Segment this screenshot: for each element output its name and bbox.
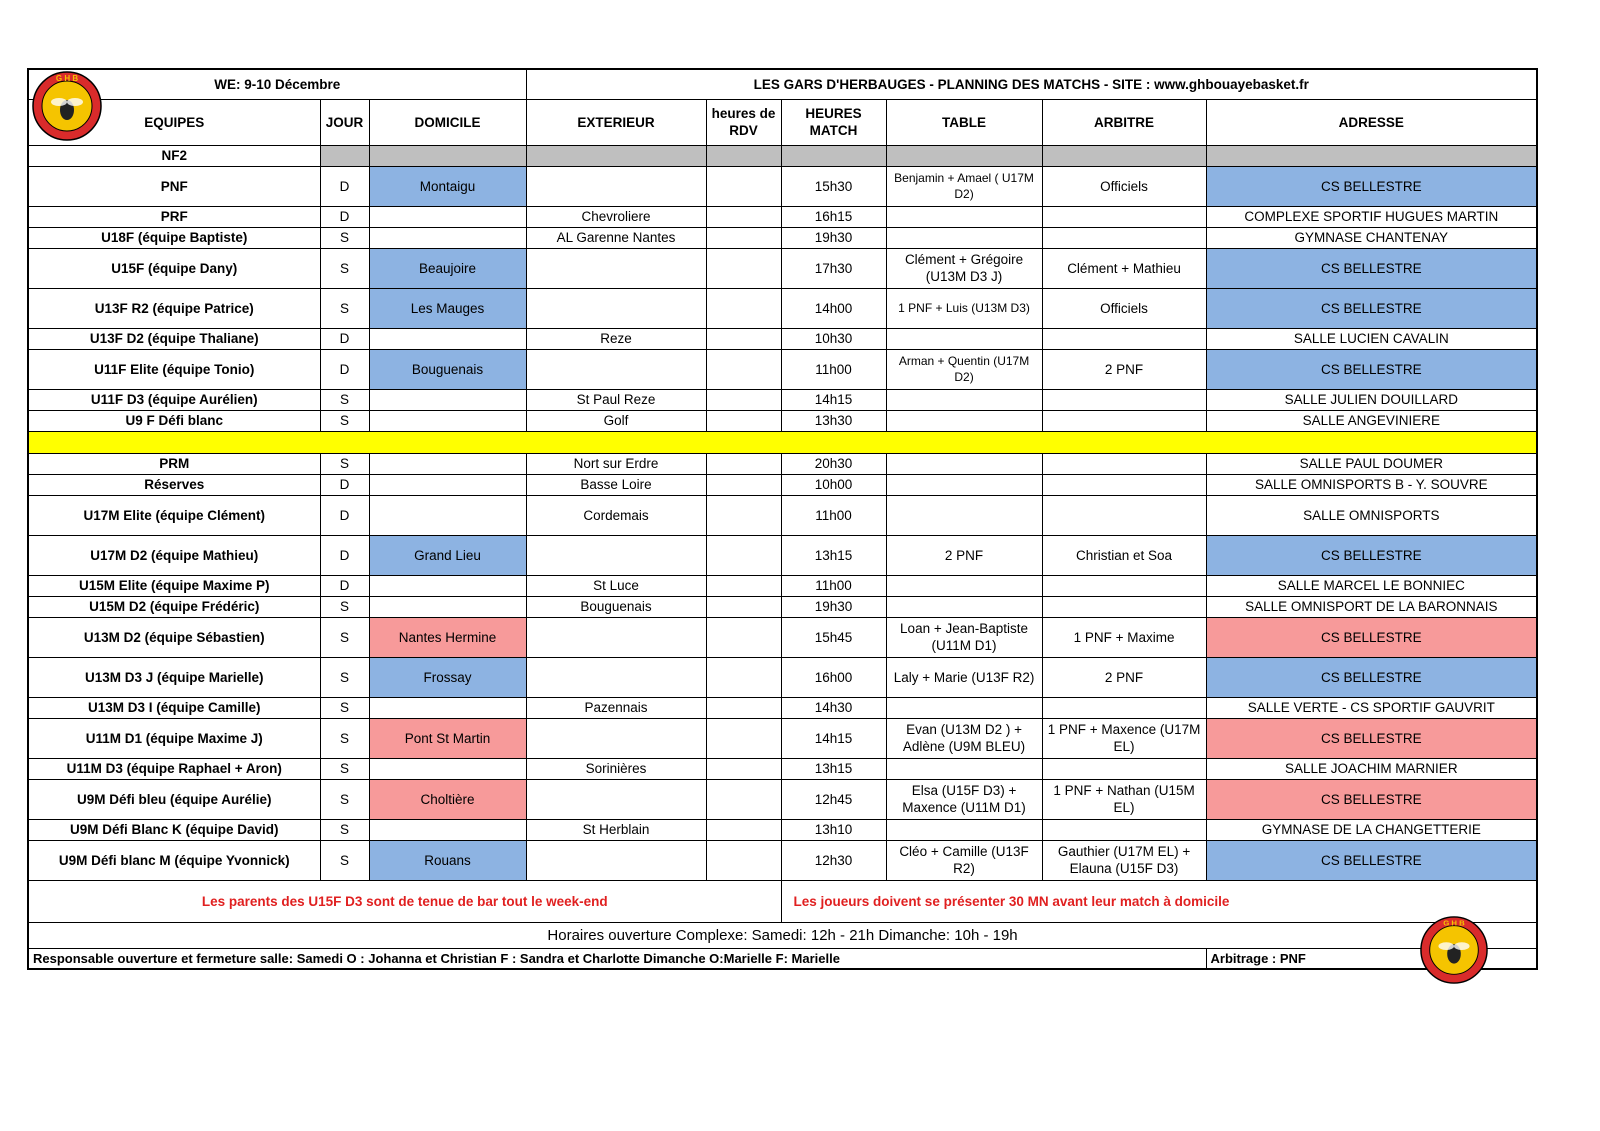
section-cell	[369, 145, 526, 166]
hours-row	[28, 922, 1537, 948]
referee-cell	[1042, 819, 1206, 840]
away-cell	[526, 349, 706, 389]
referee-cell: Officiels	[1042, 288, 1206, 328]
col-rdv-line2: RDV	[729, 123, 758, 138]
section-cell	[706, 145, 781, 166]
referee-cell	[1042, 697, 1206, 718]
home-cell: Grand Lieu	[369, 535, 526, 575]
match-time-cell: 13h10	[781, 819, 886, 840]
team-cell: U11M D3 (équipe Raphael + Aron)	[28, 758, 320, 779]
day-cell: D	[320, 349, 369, 389]
match-time-cell: 20h30	[781, 453, 886, 474]
home-cell: Bouguenais	[369, 349, 526, 389]
match-time-cell: 12h30	[781, 840, 886, 880]
home-cell	[369, 758, 526, 779]
team-cell: U11M D1 (équipe Maxime J)	[28, 718, 320, 758]
day-cell: S	[320, 453, 369, 474]
referee-cell: Christian et Soa	[1042, 535, 1206, 575]
address-cell: CS BELLESTRE	[1206, 840, 1537, 880]
schedule-row	[28, 288, 1537, 328]
club-logo-top	[31, 70, 103, 142]
match-time-cell: 19h30	[781, 596, 886, 617]
col-adresse: ADRESSE	[1206, 99, 1537, 145]
day-cell: S	[320, 617, 369, 657]
referee-cell	[1042, 596, 1206, 617]
day-cell: S	[320, 248, 369, 288]
referee-cell	[1042, 758, 1206, 779]
team-cell: U11F D3 (équipe Aurélien)	[28, 389, 320, 410]
rdv-cell	[706, 349, 781, 389]
day-cell: S	[320, 779, 369, 819]
wasp-wing-icon	[1438, 942, 1454, 950]
section-cell	[781, 145, 886, 166]
schedule-row	[28, 474, 1537, 495]
address-cell: CS BELLESTRE	[1206, 349, 1537, 389]
day-cell: S	[320, 758, 369, 779]
col-match-line2: MATCH	[809, 123, 858, 138]
away-cell: Bouguenais	[526, 596, 706, 617]
referee-cell: 2 PNF	[1042, 349, 1206, 389]
schedule-row	[28, 328, 1537, 349]
table-cell	[886, 819, 1042, 840]
team-cell: U9 F Défi blanc	[28, 410, 320, 431]
rdv-cell	[706, 166, 781, 206]
referee-cell: 1 PNF + Maxime	[1042, 617, 1206, 657]
rdv-cell	[706, 697, 781, 718]
referee-cell: 1 PNF + Maxence (U17M EL)	[1042, 718, 1206, 758]
rdv-cell	[706, 596, 781, 617]
schedule-row	[28, 389, 1537, 410]
schedule-row	[28, 166, 1537, 206]
referee-cell: Officiels	[1042, 166, 1206, 206]
column-header-row	[28, 99, 1537, 145]
section-cell	[886, 145, 1042, 166]
home-cell: Les Mauges	[369, 288, 526, 328]
table-cell: 1 PNF + Luis (U13M D3)	[886, 288, 1042, 328]
responsable-row	[28, 948, 1537, 969]
day-cell: S	[320, 819, 369, 840]
col-table: TABLE	[886, 99, 1042, 145]
col-match-line1: HEURES	[805, 106, 862, 121]
team-cell: U9M Défi Blanc K (équipe David)	[28, 819, 320, 840]
table-cell: Laly + Marie (U13F R2)	[886, 657, 1042, 697]
address-cell: SALLE JOACHIM MARNIER	[1206, 758, 1537, 779]
away-cell	[526, 617, 706, 657]
rdv-cell	[706, 718, 781, 758]
day-cell: S	[320, 840, 369, 880]
rdv-cell	[706, 206, 781, 227]
team-cell: U13M D2 (équipe Sébastien)	[28, 617, 320, 657]
home-cell: Choltière	[369, 779, 526, 819]
col-jour: JOUR	[320, 99, 369, 145]
team-cell: U9M Défi bleu (équipe Aurélie)	[28, 779, 320, 819]
away-cell: Reze	[526, 328, 706, 349]
schedule-row	[28, 349, 1537, 389]
address-cell: COMPLEXE SPORTIF HUGUES MARTIN	[1206, 206, 1537, 227]
schedule-row	[28, 453, 1537, 474]
home-cell	[369, 227, 526, 248]
table-cell	[886, 495, 1042, 535]
wasp-wing-icon	[51, 98, 67, 106]
schedule-row	[28, 227, 1537, 248]
schedule-row	[28, 819, 1537, 840]
rdv-cell	[706, 575, 781, 596]
day-cell: S	[320, 697, 369, 718]
match-time-cell: 10h30	[781, 328, 886, 349]
away-cell	[526, 718, 706, 758]
team-cell: PRM	[28, 453, 320, 474]
schedule-row	[28, 617, 1537, 657]
day-cell: S	[320, 718, 369, 758]
table-cell	[886, 328, 1042, 349]
table-cell	[886, 758, 1042, 779]
rdv-cell	[706, 758, 781, 779]
address-cell: CS BELLESTRE	[1206, 535, 1537, 575]
table-cell	[886, 453, 1042, 474]
table-cell	[886, 697, 1042, 718]
wasp-wing-icon	[1454, 942, 1470, 950]
schedule-row	[28, 206, 1537, 227]
weekend-label: WE: 9-10 Décembre	[28, 69, 526, 99]
match-time-cell: 11h00	[781, 495, 886, 535]
team-cell: U18F (équipe Baptiste)	[28, 227, 320, 248]
table-cell: Cléo + Camille (U13F R2)	[886, 840, 1042, 880]
complex-hours: Horaires ouverture Complexe: Samedi: 12h - 21h Dimanche: 10h - 19h	[28, 922, 1537, 948]
rdv-cell	[706, 535, 781, 575]
table-cell	[886, 596, 1042, 617]
responsable-text: Responsable ouverture et fermeture salle: Samedi O : Johanna et Christian F : Sandra et Charlotte Dimanche O:Marielle F: Marielle	[28, 948, 1206, 969]
home-cell	[369, 575, 526, 596]
table-cell: 2 PNF	[886, 535, 1042, 575]
match-time-cell: 17h30	[781, 248, 886, 288]
team-cell: U15M Elite (équipe Maxime P)	[28, 575, 320, 596]
day-cell: D	[320, 166, 369, 206]
away-cell	[526, 535, 706, 575]
home-cell	[369, 410, 526, 431]
col-exterieur: EXTERIEUR	[526, 99, 706, 145]
match-time-cell: 11h00	[781, 349, 886, 389]
section-cell	[320, 145, 369, 166]
rdv-cell	[706, 453, 781, 474]
rdv-cell	[706, 657, 781, 697]
address-cell: SALLE MARCEL LE BONNIEC	[1206, 575, 1537, 596]
logo-text: G H B	[55, 74, 79, 83]
rdv-cell	[706, 819, 781, 840]
team-cell: Réserves	[28, 474, 320, 495]
rdv-cell	[706, 328, 781, 349]
home-cell	[369, 206, 526, 227]
match-schedule-table	[27, 68, 1538, 970]
match-time-cell: 14h00	[781, 288, 886, 328]
rdv-cell	[706, 495, 781, 535]
away-cell: Sorinières	[526, 758, 706, 779]
table-cell: Loan + Jean-Baptiste (U11M D1)	[886, 617, 1042, 657]
arbitrage-text: Arbitrage : PNF	[1206, 948, 1537, 969]
home-cell: Nantes Hermine	[369, 617, 526, 657]
match-time-cell: 13h15	[781, 535, 886, 575]
section-cell	[1206, 145, 1537, 166]
address-cell: CS BELLESTRE	[1206, 718, 1537, 758]
match-time-cell: 10h00	[781, 474, 886, 495]
day-cell: S	[320, 657, 369, 697]
match-time-cell: 14h15	[781, 718, 886, 758]
home-cell	[369, 474, 526, 495]
referee-cell	[1042, 575, 1206, 596]
logo-text: G H B	[1443, 918, 1465, 928]
team-cell: U17M Elite (équipe Clément)	[28, 495, 320, 535]
day-cell: D	[320, 474, 369, 495]
schedule-row	[28, 535, 1537, 575]
match-time-cell: 13h30	[781, 410, 886, 431]
referee-cell	[1042, 227, 1206, 248]
away-cell: Golf	[526, 410, 706, 431]
schedule-row	[28, 248, 1537, 288]
address-cell: GYMNASE DE LA CHANGETTERIE	[1206, 819, 1537, 840]
day-cell: S	[320, 227, 369, 248]
home-cell: Pont St Martin	[369, 718, 526, 758]
col-arbitre: ARBITRE	[1042, 99, 1206, 145]
match-time-cell: 15h30	[781, 166, 886, 206]
home-cell	[369, 495, 526, 535]
players-notice: Les joueurs doivent se présenter 30 MN avant leur match à domicile	[781, 880, 1537, 922]
table-cell: Arman + Quentin (U17M D2)	[886, 349, 1042, 389]
away-cell	[526, 779, 706, 819]
referee-cell	[1042, 206, 1206, 227]
day-cell: S	[320, 389, 369, 410]
day-cell: S	[320, 288, 369, 328]
referee-cell	[1042, 389, 1206, 410]
team-cell: U11F Elite (équipe Tonio)	[28, 349, 320, 389]
day-cell: D	[320, 328, 369, 349]
schedule-row	[28, 596, 1537, 617]
col-equipes: EQUIPES	[28, 99, 320, 145]
table-cell	[886, 575, 1042, 596]
match-time-cell: 19h30	[781, 227, 886, 248]
day-cell: D	[320, 575, 369, 596]
table-cell: Evan (U13M D2 ) + Adlène (U9M BLEU)	[886, 718, 1042, 758]
schedule-row	[28, 575, 1537, 596]
referee-cell: Clément + Mathieu	[1042, 248, 1206, 288]
col-rdv-line1: heures de	[711, 106, 776, 121]
referee-cell	[1042, 328, 1206, 349]
table-cell: Clément + Grégoire (U13M D3 J)	[886, 248, 1042, 288]
referee-cell	[1042, 495, 1206, 535]
team-cell: U13F D2 (équipe Thaliane)	[28, 328, 320, 349]
home-cell	[369, 697, 526, 718]
referee-cell	[1042, 474, 1206, 495]
day-cell: D	[320, 206, 369, 227]
table-cell	[886, 227, 1042, 248]
separator-cell	[28, 431, 1537, 453]
home-cell	[369, 328, 526, 349]
team-cell: PNF	[28, 166, 320, 206]
referee-cell: 2 PNF	[1042, 657, 1206, 697]
rdv-cell	[706, 227, 781, 248]
referee-cell: 1 PNF + Nathan (U15M EL)	[1042, 779, 1206, 819]
day-cell: D	[320, 495, 369, 535]
address-cell: CS BELLESTRE	[1206, 779, 1537, 819]
match-time-cell: 16h15	[781, 206, 886, 227]
address-cell: CS BELLESTRE	[1206, 288, 1537, 328]
rdv-cell	[706, 617, 781, 657]
parents-notice: Les parents des U15F D3 sont de tenue de bar tout le week-end	[28, 880, 781, 922]
title-row	[28, 69, 1537, 99]
rdv-cell	[706, 779, 781, 819]
home-cell: Frossay	[369, 657, 526, 697]
away-cell: St Luce	[526, 575, 706, 596]
away-cell: AL Garenne Nantes	[526, 227, 706, 248]
home-cell	[369, 389, 526, 410]
away-cell	[526, 657, 706, 697]
team-cell: U13M D3 I (équipe Camille)	[28, 697, 320, 718]
address-cell: SALLE VERTE - CS SPORTIF GAUVRIT	[1206, 697, 1537, 718]
address-cell: CS BELLESTRE	[1206, 657, 1537, 697]
rdv-cell	[706, 474, 781, 495]
away-cell	[526, 288, 706, 328]
home-cell	[369, 819, 526, 840]
home-cell	[369, 596, 526, 617]
home-cell: Rouans	[369, 840, 526, 880]
team-cell: U9M Défi blanc M (équipe Yvonnick)	[28, 840, 320, 880]
schedule-row	[28, 495, 1537, 535]
team-cell: PRF	[28, 206, 320, 227]
day-cell: D	[320, 535, 369, 575]
notice-row	[28, 880, 1537, 922]
address-cell: GYMNASE CHANTENAY	[1206, 227, 1537, 248]
away-cell	[526, 248, 706, 288]
team-cell: U13F R2 (équipe Patrice)	[28, 288, 320, 328]
rdv-cell	[706, 840, 781, 880]
match-time-cell: 11h00	[781, 575, 886, 596]
match-time-cell: 14h30	[781, 697, 886, 718]
day-cell: S	[320, 596, 369, 617]
match-time-cell: 16h00	[781, 657, 886, 697]
away-cell: Cordemais	[526, 495, 706, 535]
team-cell: U15F (équipe Dany)	[28, 248, 320, 288]
table-cell	[886, 410, 1042, 431]
away-cell	[526, 840, 706, 880]
away-cell: Basse Loire	[526, 474, 706, 495]
away-cell	[526, 166, 706, 206]
address-cell: CS BELLESTRE	[1206, 248, 1537, 288]
match-time-cell: 15h45	[781, 617, 886, 657]
rdv-cell	[706, 248, 781, 288]
address-cell: SALLE OMNISPORT DE LA BARONNAIS	[1206, 596, 1537, 617]
table-cell: Elsa (U15F D3) + Maxence (U11M D1)	[886, 779, 1042, 819]
schedule-row	[28, 697, 1537, 718]
address-cell: SALLE OMNISPORTS B - Y. SOUVRE	[1206, 474, 1537, 495]
referee-cell	[1042, 453, 1206, 474]
schedule-row	[28, 840, 1537, 880]
address-cell: SALLE JULIEN DOUILLARD	[1206, 389, 1537, 410]
referee-cell: Gauthier (U17M EL) + Elauna (U15F D3)	[1042, 840, 1206, 880]
col-match	[781, 99, 886, 145]
address-cell: SALLE PAUL DOUMER	[1206, 453, 1537, 474]
away-cell: Pazennais	[526, 697, 706, 718]
address-cell: CS BELLESTRE	[1206, 166, 1537, 206]
table-cell	[886, 474, 1042, 495]
address-cell: CS BELLESTRE	[1206, 617, 1537, 657]
sheet-title: LES GARS D'HERBAUGES - PLANNING DES MATCHS - SITE : www.ghbouayebasket.fr	[526, 69, 1537, 99]
home-cell: Montaigu	[369, 166, 526, 206]
col-domicile: DOMICILE	[369, 99, 526, 145]
team-cell: U17M D2 (équipe Mathieu)	[28, 535, 320, 575]
team-cell: U15M D2 (équipe Frédéric)	[28, 596, 320, 617]
schedule-row	[28, 779, 1537, 819]
section-label: NF2	[28, 145, 320, 166]
match-time-cell: 12h45	[781, 779, 886, 819]
section-cell	[526, 145, 706, 166]
home-cell	[369, 453, 526, 474]
section-cell	[1042, 145, 1206, 166]
away-cell: St Herblain	[526, 819, 706, 840]
referee-cell	[1042, 410, 1206, 431]
rdv-cell	[706, 288, 781, 328]
address-cell: SALLE OMNISPORTS	[1206, 495, 1537, 535]
away-cell: Chevroliere	[526, 206, 706, 227]
rdv-cell	[706, 410, 781, 431]
table-cell	[886, 389, 1042, 410]
table-cell	[886, 206, 1042, 227]
col-rdv	[706, 99, 781, 145]
table-cell: Benjamin + Amael ( U17M D2)	[886, 166, 1042, 206]
wasp-wing-icon	[67, 98, 83, 106]
club-logo-bottom	[1419, 915, 1489, 985]
schedule-row	[28, 718, 1537, 758]
away-cell: Nort sur Erdre	[526, 453, 706, 474]
schedule-row	[28, 758, 1537, 779]
schedule-row	[28, 410, 1537, 431]
away-cell: St Paul Reze	[526, 389, 706, 410]
address-cell: SALLE ANGEVINIERE	[1206, 410, 1537, 431]
team-cell: U13M D3 J (équipe Marielle)	[28, 657, 320, 697]
home-cell: Beaujoire	[369, 248, 526, 288]
separator-row	[28, 431, 1537, 453]
rdv-cell	[706, 389, 781, 410]
address-cell: SALLE LUCIEN CAVALIN	[1206, 328, 1537, 349]
match-time-cell: 14h15	[781, 389, 886, 410]
schedule-row	[28, 657, 1537, 697]
section-row	[28, 145, 1537, 166]
day-cell: S	[320, 410, 369, 431]
match-time-cell: 13h15	[781, 758, 886, 779]
